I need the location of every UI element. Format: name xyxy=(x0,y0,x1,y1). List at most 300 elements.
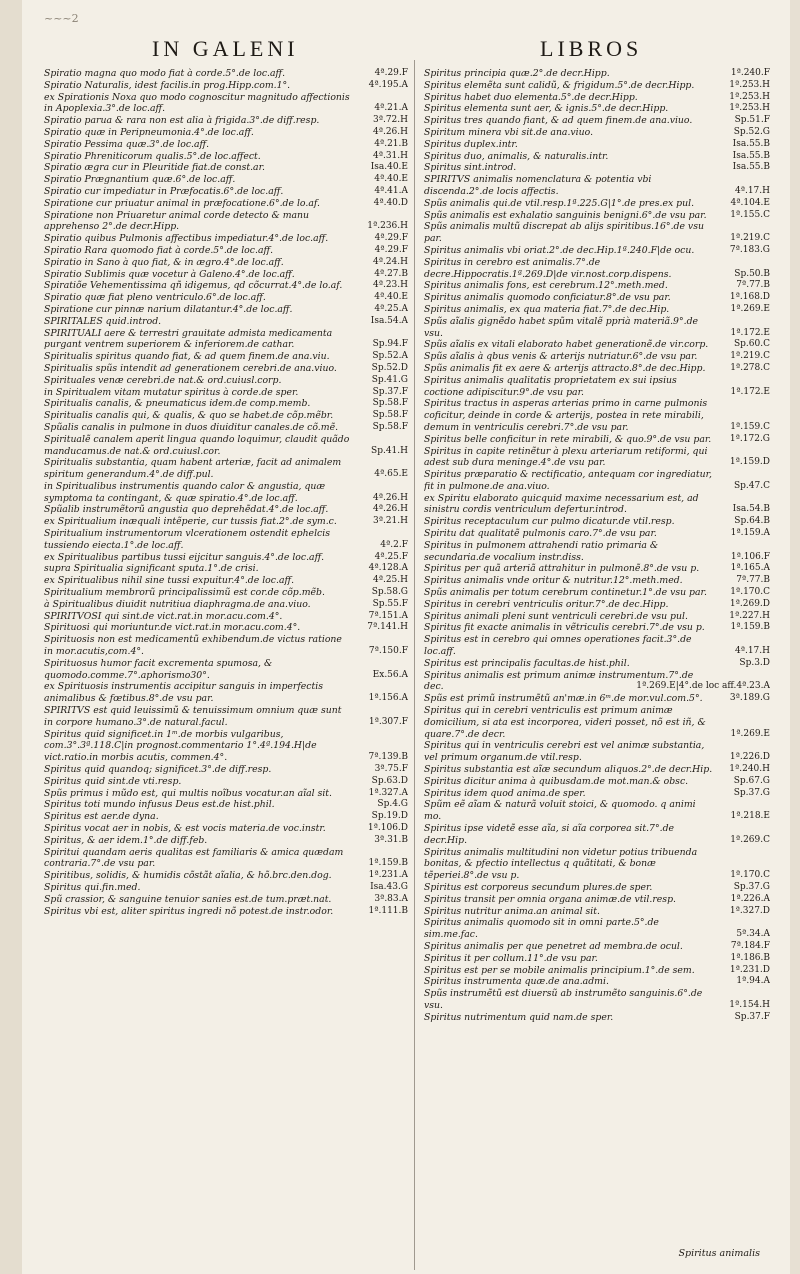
entry-reference: Isa.43.G xyxy=(370,881,408,892)
entry-text: Spiritus elemẽta sunt calidũ, & frigidum.5°.de decr.Hipp. xyxy=(424,79,695,91)
entry-reference: Sp.67.G xyxy=(733,775,770,786)
entry-reference: Sp.51.F xyxy=(734,115,770,126)
index-entry xyxy=(44,894,408,906)
entry-reference: Sp.4.G xyxy=(377,799,408,810)
entry-reference: Sp.55.F xyxy=(372,598,408,609)
entry-reference: Sp.58.F xyxy=(372,421,408,432)
entry-text: Spiritus est principalis facultas.de hist.phil. xyxy=(424,657,630,669)
index-entry xyxy=(44,328,408,352)
entry-text: Spiritus duo, animalis, & naturalis.intr. xyxy=(424,150,609,162)
index-entry xyxy=(44,681,408,705)
entry-text: Spiritus in capite retinẽtur à plexu arteriarum retiformi, qui adest sub dura meninge.4°.de vsu par. xyxy=(424,445,708,469)
entry-reference: 1ª.226.A xyxy=(730,893,770,904)
entry-reference: 4ª.17.H xyxy=(734,185,770,196)
index-entry xyxy=(424,764,770,776)
entry-reference: Sp.37.G xyxy=(733,787,770,798)
scan-edge-right xyxy=(790,0,800,1274)
index-entry xyxy=(424,115,770,127)
entry-text: Spũ crassior, & sanguine tenuior sanies est.de tum.præt.nat. xyxy=(44,893,332,905)
entry-reference: 4ª.29.F xyxy=(374,233,408,244)
entry-reference: 1ª.269.E xyxy=(730,728,770,739)
entry-text: Spũs animalis per totum cerebrum continetur.1°.de vsu par. xyxy=(424,587,707,599)
entry-reference: 4ª.26.H xyxy=(372,504,408,515)
entry-reference: 1ª.269.C xyxy=(730,834,770,845)
entry-text: Spiritus, & aer idem.1°.de diff.feb. xyxy=(44,834,208,846)
index-entry xyxy=(44,622,408,634)
index-entry xyxy=(424,339,770,351)
entry-reference: Sp.52.G xyxy=(733,126,770,137)
entry-text: ex Spiritu elaborato quicquid maxime necessarium est, ad sinistru cordis ventriculum defertur.introd. xyxy=(424,492,699,516)
entry-reference: Sp.37.G xyxy=(733,881,770,892)
entry-text: Spiratio quibus Pulmonis affectibus impediatur.4°.de loc.aff. xyxy=(44,233,329,245)
entry-reference: Isa.54.A xyxy=(370,315,408,326)
index-entry xyxy=(44,587,408,599)
entry-text: SPIRITUALI aere & terrestri grauitate admista medicamenta purgant ventrem superiorem & inferiorem.de cathar. xyxy=(44,327,333,351)
index-entry xyxy=(44,257,408,269)
index-entry xyxy=(44,304,408,316)
entry-text: Spiritus principia quæ.2°.de decr.Hipp. xyxy=(424,68,610,79)
entry-reference: Sp.64.B xyxy=(734,516,770,527)
entry-reference: 4ª.26.H xyxy=(372,126,408,137)
index-entry xyxy=(44,634,408,658)
entry-reference: 1ª.269.E|4°.de loc aff.4ª.23.A xyxy=(636,681,770,692)
entry-text: Spiritus sint.introd. xyxy=(424,162,517,174)
entry-text: Spiritus quid quandoq; significet.3°.de diff.resp. xyxy=(44,764,272,776)
entry-text: Spiritus receptaculum cur pulmo dicatur.de vtil.resp. xyxy=(424,516,675,528)
index-entry xyxy=(424,469,770,493)
entry-reference: 1ª.159.C xyxy=(730,421,770,432)
index-entry xyxy=(424,398,770,433)
index-entry xyxy=(424,446,770,470)
entry-text: Spiritus instrumenta quæ.de ana.admi. xyxy=(424,976,609,988)
entry-text: Spiratio Prægnantium quæ.6°.de loc.aff. xyxy=(44,174,236,186)
entry-reference: 4ª.195.A xyxy=(368,79,408,90)
entry-reference: Isa.54.B xyxy=(732,504,770,515)
entry-reference: 4ª.25.H xyxy=(372,575,408,586)
index-entry xyxy=(424,127,770,139)
entry-text: Spũs primus i mũdo est, qui multis noĩbus vocatur.an aĩal sit. xyxy=(44,787,332,799)
index-entry xyxy=(424,434,770,446)
entry-reference: 1ª.111.B xyxy=(368,905,408,916)
index-entry xyxy=(424,92,770,104)
index-entry xyxy=(44,316,408,328)
entry-text: in Spiritualem vitam mutatur spiritus à corde.de sper. xyxy=(44,386,299,398)
entry-text: Spirituosi qui moriuntur.de vict.rat.in mor.acu.com.4°. xyxy=(44,622,301,634)
entry-reference: 1ª.159.B xyxy=(730,622,770,633)
entry-reference: 1ª.253.H xyxy=(729,79,770,90)
entry-reference: Sp.58.F xyxy=(372,398,408,409)
entry-reference: Sp.58.F xyxy=(372,410,408,421)
entry-reference: Isa.40.E xyxy=(370,162,408,173)
entry-reference: Sp.94.F xyxy=(372,339,408,350)
index-entry xyxy=(424,257,770,281)
index-entry xyxy=(44,363,408,375)
entry-text: Spiratione cur priuatur animal in præfocatione.6°.de lo.af. xyxy=(44,197,320,209)
index-entry xyxy=(44,575,408,587)
entry-reference: 3ª.72.H xyxy=(372,115,408,126)
index-entry xyxy=(44,776,408,788)
index-entry xyxy=(44,422,408,434)
entry-text: Spũs aĩalis gignẽdo habet spũm vitalẽ pprià materiã.9°.de vsu. xyxy=(424,315,699,339)
index-entry xyxy=(44,375,408,387)
entry-text: Spiritualium membrorũ principalissimũ est cor.de cõp.mẽb. xyxy=(44,587,325,599)
entry-reference: 1ª.231.D xyxy=(729,964,770,975)
entry-text: Spiritus nutritur anima.an animal sit. xyxy=(424,905,600,917)
index-entry xyxy=(44,528,408,552)
index-entry xyxy=(424,103,770,115)
entry-reference: Ex.56.A xyxy=(372,669,408,680)
entry-text: Spiritus per quã arteriã attrahitur in pulmonẽ.8°.de vsu p. xyxy=(424,563,700,575)
entry-reference: 1ª.226.D xyxy=(729,752,770,763)
index-entry xyxy=(44,398,408,410)
index-entry xyxy=(44,870,408,882)
entry-text: Spiritus substantia est aĩæ secundum aliquos.2°.de decr.Hip. xyxy=(424,764,713,776)
entry-text: Spiratio Sublimis quæ vocetur à Galeno.4°.de loc.aff. xyxy=(44,268,295,280)
entry-text: Spũm eẽ aĩam & naturã voluit stoici, & quomodo. q animi mo. xyxy=(424,799,696,823)
index-entry xyxy=(44,186,408,198)
entry-text: Spiritus est aer.de dyna. xyxy=(44,811,159,823)
index-entry xyxy=(44,788,408,800)
entry-text: Spũs instrumẽtũ est diuersũ ab instrumẽto sanguinis.6°.de vsu. xyxy=(424,988,703,1011)
index-entry xyxy=(424,1012,770,1024)
entry-text: Spiritui quandam aeris qualitas est familiaris & amica quædam contraria.7°.de vsu par. xyxy=(44,846,344,870)
entry-text: Spiritualis canalis qui, & qualis, & quo se habet.de cõp.mẽbr. xyxy=(44,410,334,422)
entry-text: Spiritus in pulmonem attrahendi ratio primaria & secundaria.de vocalium instr.diss. xyxy=(424,539,659,563)
entry-reference: 4ª.26.H xyxy=(372,492,408,503)
entry-reference: 4ª.41.A xyxy=(374,185,408,196)
entry-text: Spiritus tractus in asperas arterias primo in carne pulmonis coficitur, deinde in corde & arterijs, postea in rete mirabili, demum in ventriculis cerebri.7°.de vsu par. xyxy=(424,398,708,433)
entry-reference: 1ª.269.D xyxy=(729,598,770,609)
entry-reference: 1ª.172.E xyxy=(730,386,770,397)
index-entry xyxy=(44,481,408,505)
entry-text: Spiritibus, solidis, & humidis cõstãt aĩalia, & hõ.brc.den.dog. xyxy=(44,870,332,882)
entry-reference: 1ª.240.H xyxy=(729,764,770,775)
entry-text: Spiritus toti mundo infusus Deus est.de hist.phil. xyxy=(44,799,275,811)
entry-text: Spiratio Rara quomodo fiat à corde.5°.de loc.aff. xyxy=(44,244,274,256)
entry-reference: 1ª.172.G xyxy=(729,433,770,444)
entry-text: Spiritus animalis fons, est cerebrum.12°.meth.med. xyxy=(424,280,668,292)
entry-text: Spiratio magna quo modo fiat à corde.5°.de loc.aff. xyxy=(44,68,286,79)
entry-reference: 4ª.40.E xyxy=(374,292,408,303)
entry-text: Spiritus dicitur anima à quibusdam.de mot.man.& obsc. xyxy=(424,775,689,787)
index-entry xyxy=(424,363,770,375)
index-entry xyxy=(424,528,770,540)
index-entry xyxy=(44,552,408,564)
index-entry xyxy=(424,68,770,80)
index-entry xyxy=(424,280,770,292)
entry-reference: 3ª.75.F xyxy=(374,764,408,775)
entry-text: Spiritus qui.fin.med. xyxy=(44,881,141,893)
entry-reference: Isa.55.B xyxy=(732,138,770,149)
entry-reference: 3ª.83.A xyxy=(374,893,408,904)
index-entry xyxy=(44,115,408,127)
entry-reference: Isa.55.B xyxy=(732,150,770,161)
index-entry xyxy=(424,139,770,151)
entry-text: Spiritus duplex.intr. xyxy=(424,138,518,150)
entry-text: Spiritus animalis est primum animæ instrumentum.7°.de dec. xyxy=(424,669,694,693)
index-entry xyxy=(424,80,770,92)
index-entry xyxy=(424,705,770,740)
entry-text: Spiritus in cerebri ventriculis oritur.7°.de dec.Hipp. xyxy=(424,598,669,610)
entry-reference: Sp.60.C xyxy=(734,339,770,350)
index-entry xyxy=(44,611,408,623)
index-entry xyxy=(44,210,408,234)
index-entry xyxy=(424,965,770,977)
index-entry xyxy=(424,575,770,587)
index-entry xyxy=(424,162,770,174)
entry-text: Spiritus fit exacte animalis in vẽtriculis cerebri.7°.de vsu p. xyxy=(424,622,705,634)
entry-text: Spiratio Naturalis, idest facilis.in prog.Hipp.com.1°. xyxy=(44,79,291,91)
entry-reference: Sp.52.A xyxy=(372,351,408,362)
entry-reference: Sp.58.G xyxy=(371,587,408,598)
entry-reference: 1ª.236.H xyxy=(367,221,408,232)
index-entry xyxy=(44,516,408,528)
index-entry xyxy=(44,705,408,729)
index-entry xyxy=(44,292,408,304)
index-entry xyxy=(424,788,770,800)
index-entry xyxy=(44,127,408,139)
entry-reference: Sp.37.F xyxy=(734,1011,770,1022)
entry-text: Spiratio Phreniticorum qualis.5°.de loc.affect. xyxy=(44,150,261,162)
index-entry xyxy=(44,823,408,835)
entry-reference: 1ª.231.A xyxy=(368,870,408,881)
entry-reference: 4ª.23.H xyxy=(372,280,408,291)
entry-reference: Sp.41.G xyxy=(371,374,408,385)
entry-text: Spiritus animalis multitudini non videtur potius tribuenda bonitas, & pfectio intellectus q quãtitati, & bonæ tẽperiei.8°.de vsu p. xyxy=(424,846,698,882)
entry-reference: 1ª.269.E xyxy=(730,303,770,314)
entry-text: Spiritualis spũs intendit ad generationem cerebri.de ana.viuo. xyxy=(44,362,337,374)
entry-reference: 7ª.184.F xyxy=(730,940,770,951)
index-entry xyxy=(424,776,770,788)
entry-reference: 7ª.151.A xyxy=(368,610,408,621)
index-entry xyxy=(424,563,770,575)
entry-text: Spiritus animalis per que penetret ad membra.de ocul. xyxy=(424,940,683,952)
index-entry xyxy=(424,516,770,528)
index-entry xyxy=(44,599,408,611)
entry-text: Spiritus est in cerebro qui omnes operationes facit.3°.de loc.aff. xyxy=(424,634,692,658)
index-entry xyxy=(44,764,408,776)
index-column-left xyxy=(44,68,408,1248)
entry-reference: 4ª.21.B xyxy=(374,138,408,149)
index-entry xyxy=(44,906,408,918)
entry-text: Spiritus animalis vbi oriat.2°.de dec.Hip.1ª.240.F|de ocu. xyxy=(424,244,695,256)
index-entry xyxy=(424,906,770,918)
index-entry xyxy=(424,599,770,611)
entry-text: Spiratio quæ fiat pleno ventriculo.6°.de loc.aff. xyxy=(44,292,266,304)
entry-text: Spũs est primũ instrumẽtũ an'mæ.in 6ᵐ.de mor.vul.com.5°. xyxy=(424,693,703,705)
entry-text: Spiritus transit per omnia organa animæ.de vtil.resp. xyxy=(424,893,676,905)
entry-reference: 7ª.139.B xyxy=(368,752,408,763)
entry-reference: Sp.3.D xyxy=(739,657,770,668)
entry-text: Spiritus animali pleni sunt ventriculi cerebri.de vsu pul. xyxy=(424,610,688,622)
entry-reference: 7ª.77.B xyxy=(736,280,770,291)
entry-text: SPIRITVS animalis nomenclatura & potentia vbi discenda.2°.de locis affectis. xyxy=(424,174,652,197)
entry-text: Spiritus animalis quomodo sit in omni parte.5°.de sim.me.fac. xyxy=(424,917,659,941)
entry-text: Spiritualis substantia, quam habent arteriæ, facit ad animalem spiritum generandum.4°.de diff.pul. xyxy=(44,457,342,481)
entry-reference: Sp.52.D xyxy=(371,362,408,373)
index-entry xyxy=(424,847,770,882)
index-entry xyxy=(44,847,408,871)
index-entry xyxy=(424,292,770,304)
index-entry xyxy=(44,151,408,163)
entry-reference: Sp.47.C xyxy=(734,480,770,491)
entry-text: Spirituales venæ cerebri.de nat.& ord.cuiusl.corp. xyxy=(44,374,282,386)
entry-text: Spiritus belle conficitur in rete mirabili, & quo.9°.de vsu par. xyxy=(424,433,712,445)
entry-reference: 4ª.65.E xyxy=(374,469,408,480)
entry-reference: 4ª.104.E xyxy=(730,197,770,208)
index-entry xyxy=(424,304,770,316)
entry-text: Spiratio Pessima quæ.3°.de loc.aff. xyxy=(44,138,210,150)
index-entry xyxy=(424,988,770,1012)
index-entry xyxy=(44,245,408,257)
entry-reference: 1ª.94.A xyxy=(736,976,770,987)
index-entry xyxy=(424,693,770,705)
entry-text: SPIRITVOSI qui sint.de vict.rat.in mor.acu.com.4°. xyxy=(44,610,283,622)
entry-reference: 1ª.154.H xyxy=(729,999,770,1010)
entry-text: Spũs aĩalis ex vitali elaborato habet generationẽ.de vir.corp. xyxy=(424,339,709,351)
index-entry xyxy=(424,245,770,257)
index-entry xyxy=(44,835,408,847)
index-entry xyxy=(44,410,408,422)
index-entry xyxy=(44,434,408,458)
index-entry xyxy=(424,941,770,953)
index-entry xyxy=(424,740,770,764)
entry-reference: 4ª.25.A xyxy=(374,303,408,314)
entry-reference: Sp.41.H xyxy=(371,445,408,456)
index-entry xyxy=(424,210,770,222)
entry-text: Spirituosus humor facit excrementa spumosa, & quomodo.comme.7°.aphorismo30°. xyxy=(44,657,273,681)
index-column-right xyxy=(424,68,770,1248)
entry-reference: 1ª.219.C xyxy=(730,351,770,362)
entry-reference: 1ª.159.A xyxy=(730,528,770,539)
entry-text: Spiritualis spiritus quando fiat, & ad quem finem.de ana.viu. xyxy=(44,351,330,363)
entry-reference: 4ª.27.B xyxy=(374,268,408,279)
entry-text: Spiritus præparatio & rectificatio, antequam cor ingrediatur, fit in pulmone.de ana.viuo. xyxy=(424,469,712,492)
entry-text: Spiritus it per collum.11°.de vsu par. xyxy=(424,952,598,964)
index-entry xyxy=(424,799,770,823)
entry-reference: 1ª.307.F xyxy=(368,716,408,727)
entry-text: Spiritus nutrimentum quid nam.de sper. xyxy=(424,1011,614,1023)
index-entry xyxy=(424,174,770,198)
index-entry xyxy=(424,670,770,694)
entry-text: Spirituosis non est medicamentũ exhibendum.de victus ratione in mor.acutis,com.4°. xyxy=(44,634,342,658)
index-entry xyxy=(424,587,770,599)
entry-text: ex Spirituosis instrumentis accipitur sanguis in imperfectis animalibus & fœtibus.8°.de vsu par. xyxy=(44,681,323,705)
index-entry xyxy=(44,280,408,292)
index-entry xyxy=(424,658,770,670)
running-header-right: LIBROS xyxy=(540,36,643,61)
entry-reference: 7ª.183.G xyxy=(729,244,770,255)
entry-text: Spũs animalis est exhalatio sanguinis benigni.6°.de vsu par. xyxy=(424,209,707,221)
entry-text: Spiritus ipse videtẽ esse aĩa, si aĩa corporea sit.7°.de decr.Hip. xyxy=(424,823,675,846)
entry-reference: 7ª.150.F xyxy=(368,646,408,657)
entry-reference: 1ª.170.C xyxy=(730,870,770,881)
index-entry xyxy=(424,622,770,634)
entry-reference: 1ª.327.D xyxy=(729,905,770,916)
entry-reference: 4ª.17.H xyxy=(734,646,770,657)
entry-reference: 1ª.278.C xyxy=(730,362,770,373)
entry-reference: 1ª.219.C xyxy=(730,233,770,244)
entry-text: Spũalis canalis in pulmone in duos diuiditur canales.de cõ.mẽ. xyxy=(44,421,339,433)
index-entry xyxy=(424,953,770,965)
entry-reference: 4ª.24.H xyxy=(372,256,408,267)
entry-reference: Sp.63.D xyxy=(371,775,408,786)
entry-text: Spiritus qui in cerebri ventriculis est primum animæ domicilium, si ata est incorporea, videri posset, nõ est iñ, & quare.7°.de decr. xyxy=(424,705,706,740)
index-entry xyxy=(424,976,770,988)
entry-reference: 5ª.34.A xyxy=(736,929,770,940)
entry-reference: 4ª.25.F xyxy=(374,551,408,562)
index-entry xyxy=(44,269,408,281)
index-entry xyxy=(44,729,408,764)
index-entry xyxy=(44,233,408,245)
entry-reference: 4ª.2.F xyxy=(380,539,408,550)
index-entry xyxy=(44,811,408,823)
entry-reference: Sp.19.D xyxy=(371,811,408,822)
entry-reference: 4ª.40.D xyxy=(373,197,408,208)
entry-reference: 4ª.31.H xyxy=(372,150,408,161)
entry-text: Spiritus animalis, ex qua materia fiat.7°.de dec.Hip. xyxy=(424,303,670,315)
entry-text: Spiritualis canalis, & pneumaticus idem.de comp.memb. xyxy=(44,398,311,410)
index-entry xyxy=(424,221,770,245)
entry-reference: 1ª.159.B xyxy=(368,858,408,869)
index-entry xyxy=(424,540,770,564)
entry-text: Spiritus animalis quomodo conficiatur.8°.de vsu par. xyxy=(424,292,671,304)
index-entry xyxy=(44,198,408,210)
column-divider xyxy=(414,60,415,1270)
entry-text: Spũalib instrumẽtorũ angustia quo deprehẽdat.4°.de loc.aff. xyxy=(44,504,329,516)
entry-text: supra Spiritualia significant sputa.1°.de crisi. xyxy=(44,563,259,575)
entry-text: Spiritu dat qualitatẽ pulmonis caro.7°.de vsu par. xyxy=(424,528,657,540)
entry-text: SPIRITVS est quid leuissimũ & tenuissimum omnium quæ sunt in corpore humano.3°.de natural.facul. xyxy=(44,705,342,728)
entry-text: Spiritus tres quando fiant, & ad quem finem.de ana.viuo. xyxy=(424,115,693,127)
entry-text: Spiratio in Sano à quo fiat, & in ægro.4°.de loc.aff. xyxy=(44,256,284,268)
entry-text: Spũs animalis multũ discrepat ab alijs spiritibus.16°.de vsu par. xyxy=(424,221,704,245)
entry-reference: 1ª.327.A xyxy=(368,787,408,798)
entry-text: Spiritus animalis qualitatis proprietatem ex sui ipsius coctione adipiscitur.9°.de vsu par. xyxy=(424,374,677,398)
index-entry xyxy=(424,375,770,399)
scan-edge xyxy=(0,0,22,1274)
entry-reference: 4ª.29.F xyxy=(374,68,408,78)
entry-reference: 4ª.29.F xyxy=(374,244,408,255)
entry-text: Spiritus est per se mobile animalis principium.1°.de sem. xyxy=(424,964,695,976)
index-entry xyxy=(424,151,770,163)
entry-text: Spiritus est corporeus secundum plures.de sper. xyxy=(424,881,653,893)
index-entry xyxy=(424,611,770,623)
entry-reference: 1ª.156.A xyxy=(368,693,408,704)
entry-text: Spiritus qui in ventriculis cerebri est vel animæ substantia, vel primum organum.de vtil.resp. xyxy=(424,740,705,764)
entry-text: Spiritualium instrumentorum vlcerationem ostendit ephelcis tussiendo eiecta.1°.de loc.aff. xyxy=(44,528,330,551)
index-entry xyxy=(424,316,770,340)
index-entry xyxy=(44,563,408,575)
page-mark: ~~~2 xyxy=(44,12,79,25)
entry-text: Spiratione non Priuaretur animal corde detecto & manu apprehenso 2°.de decr.Hipp. xyxy=(44,209,310,233)
entry-text: in Spiritualibus instrumentis quando calor & angustia, quæ symptoma ta contingant, & quæ spiratio.4°.de loc.aff. xyxy=(44,480,326,504)
running-header-left: IN GALENI xyxy=(152,36,299,61)
index-entry xyxy=(44,92,408,116)
entry-reference: Sp.37.F xyxy=(372,386,408,397)
entry-text: Spiritus idem quod anima.de sper. xyxy=(424,787,586,799)
entry-reference: Isa.55.B xyxy=(732,162,770,173)
entry-text: Spiritus quid significet.in 1ᵐ.de morbis vulgaribus, com.3°.3ª.118.C|in prognost.commentario 1°.4ª.194.H|de vict.ratio.in morbis acutis, commen.4°. xyxy=(44,728,317,764)
entry-reference: 1ª.170.C xyxy=(730,587,770,598)
entry-text: Spiritus habet duo elementa.5°.de decr.Hipp. xyxy=(424,91,638,103)
entry-text: Spiratio cur impediatur in Præfocatis.6°.de loc.aff. xyxy=(44,185,284,197)
catchword: Spiritus animalis xyxy=(678,1248,760,1259)
index-entry xyxy=(44,174,408,186)
index-entry xyxy=(44,162,408,174)
entry-reference: 3ª.189.G xyxy=(729,693,770,704)
entry-reference: 3ª.31.B xyxy=(374,834,408,845)
